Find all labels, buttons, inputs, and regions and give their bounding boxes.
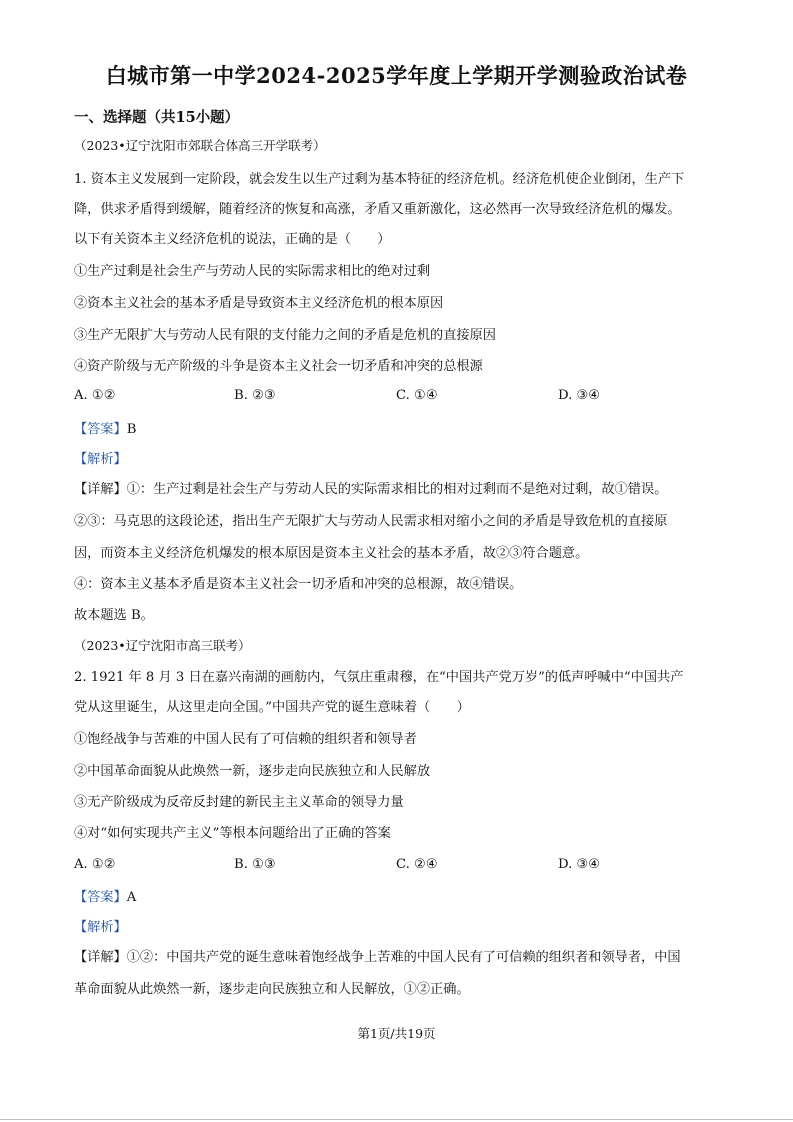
q2-stem-line: 2. 1921 年 8 月 3 日在嘉兴南湖的画舫内，气氛庄重肃穆，在“中国共产党万岁”的低声呼喊中“中国共产 [74, 670, 684, 685]
q2-statement: ③无产阶级成为反帝反封建的新民主主义革命的领导力量 [74, 795, 404, 810]
answer-value: B [126, 422, 137, 437]
q2-analysis-tag: 【解析】 [74, 920, 127, 935]
q2-answer [74, 888, 136, 908]
q1-option-a: A. ①② [74, 388, 116, 403]
answer-tag: 【答案】 [74, 422, 127, 437]
q1-stem-line: 1. 资本主义发展到一定阶段，就会发生以生产过剩为基本特征的经济危机。经济危机使企业倒闭，生产下 [74, 172, 685, 187]
q1-detail-line: ④：资本主义基本矛盾是资本主义社会一切矛盾和冲突的总根源，故④错误。 [74, 577, 523, 592]
q2-source: （2023•辽宁沈阳市高三联考） [74, 638, 251, 653]
q1-stem-line: 以下有关资本主义经济危机的说法，正确的是（ ） [74, 232, 391, 247]
q2-detail-line: 【详解】①②：中国共产党的诞生意味着饱经战争上苦难的中国人民有了可信赖的组织者和领导者，中国 [74, 950, 681, 965]
q1-statement: ③生产无限扩大与劳动人民有限的支付能力之间的矛盾是危机的直接原因 [74, 328, 496, 343]
q1-answer [74, 420, 136, 440]
page-footer: 第1页/共19页 [357, 1026, 436, 1041]
q2-statement: ②中国革命面貌从此焕然一新，逐步走向民族独立和人民解放 [74, 764, 431, 779]
answer-tag: 【答案】 [74, 890, 127, 905]
q1-option-b: B. ②③ [234, 388, 276, 403]
q2-option-d: D. ③④ [558, 857, 601, 872]
exam-title: 白城市第一中学2024-2025学年度上学期开学测验政治试卷 [105, 63, 688, 88]
q1-option-c: C. ①④ [396, 388, 438, 403]
detail-tag: 【详解】 [74, 482, 127, 497]
q2-statement: ④对“如何实现共产主义”等根本问题给出了正确的答案 [74, 826, 391, 841]
detail-tag: 【详解】 [74, 950, 127, 965]
q1-analysis-tag: 【解析】 [74, 452, 127, 467]
q2-statement: ①饱经战争与苦难的中国人民有了可信赖的组织者和领导者 [74, 732, 417, 747]
q1-statement: ②资本主义社会的基本矛盾是导致资本主义经济危机的根本原因 [74, 296, 444, 311]
q2-option-c: C. ②④ [396, 857, 438, 872]
q1-detail-line: ②③：马克思的这段论述，指出生产无限扩大与劳动人民需求相对缩小之间的矛盾是导致危机的直接原 [74, 514, 668, 529]
q1-option-d: D. ③④ [558, 388, 601, 403]
q1-source: （2023•辽宁沈阳市郊联合体高三开学联考） [74, 138, 326, 153]
q1-detail-line: 故本题选 B。 [74, 608, 154, 623]
q1-detail-line: 因，而资本主义经济危机爆发的根本原因是资本主义社会的基本矛盾，故②③符合题意。 [74, 546, 589, 561]
q1-statement: ④资产阶级与无产阶级的斗争是资本主义社会一切矛盾和冲突的总根源 [74, 359, 483, 374]
q2-detail-line: 革命面貌从此焕然一新，逐步走向民族独立和人民解放，①②正确。 [74, 982, 470, 997]
q1-stem-line: 降，供求矛盾得到缓解，随着经济的恢复和高涨，矛盾又重新激化，这必然再一次导致经济危机的爆发。 [74, 202, 681, 217]
section-heading: 一、选择题（共15小题） [74, 109, 240, 126]
q1-detail-line: 【详解】①：生产过剩是社会生产与劳动人民的实际需求相比的相对过剩而不是绝对过剩，故①错误。 [74, 482, 668, 497]
q1-statement: ①生产过剩是社会生产与劳动人民的实际需求相比的绝对过剩 [74, 264, 431, 279]
q2-option-a: A. ①② [74, 857, 116, 872]
page-bottom-divider [0, 1119, 793, 1120]
q2-option-b: B. ①③ [234, 857, 276, 872]
q2-stem-line: 党从这里诞生，从这里走向全国。”中国共产党的诞生意味着（ ） [74, 700, 470, 715]
answer-value: A [126, 890, 137, 905]
